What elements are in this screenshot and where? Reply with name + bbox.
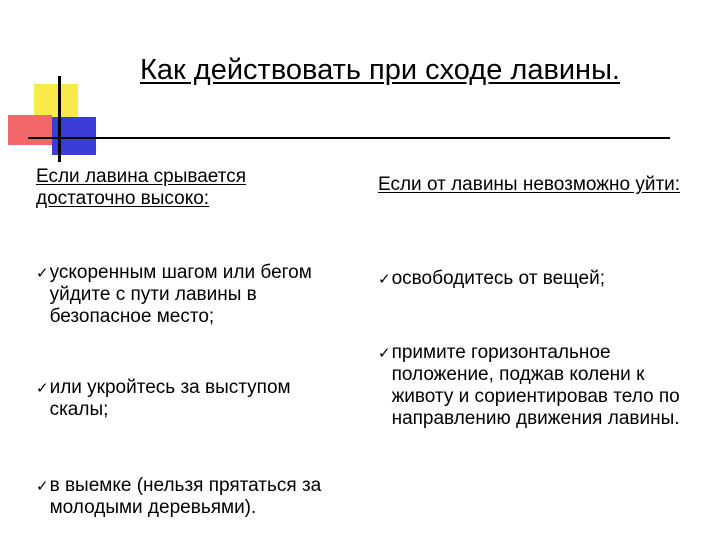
- left-list-item: [36, 475, 346, 519]
- decor-red-square: [8, 115, 52, 145]
- list-item-text: освободитесь от вещей;: [391, 268, 606, 289]
- check-icon: ✓: [36, 477, 49, 495]
- list-item-text: примите горизонтальное положение, поджав колени к животу и сориентировав тело по направлению движения лавины.: [391, 342, 680, 429]
- check-icon: ✓: [378, 270, 391, 288]
- decor-horizontal-line: [28, 137, 670, 139]
- left-list-item: [36, 262, 346, 328]
- right-list-item: [378, 268, 698, 290]
- list-item-text: в выемке (нельзя прятаться за молодыми деревьями).: [49, 475, 322, 518]
- left-list-item: [36, 377, 346, 421]
- left-column-heading: Если лавина срывается достаточно высоко:: [36, 166, 247, 209]
- decor-vertical-line: [58, 76, 61, 162]
- list-item-text: ускоренным шагом или бегом уйдите с пути лавины в безопасное место;: [49, 262, 312, 327]
- check-icon: ✓: [36, 379, 49, 397]
- check-icon: ✓: [378, 344, 391, 362]
- right-column-heading: Если от лавины невозможно уйти:: [378, 174, 681, 195]
- right-list-item: [378, 342, 698, 430]
- check-icon: ✓: [36, 264, 49, 282]
- slide-title: Как действовать при сходе лавины.: [140, 54, 620, 86]
- list-item-text: или укройтесь за выступом скалы;: [49, 377, 291, 420]
